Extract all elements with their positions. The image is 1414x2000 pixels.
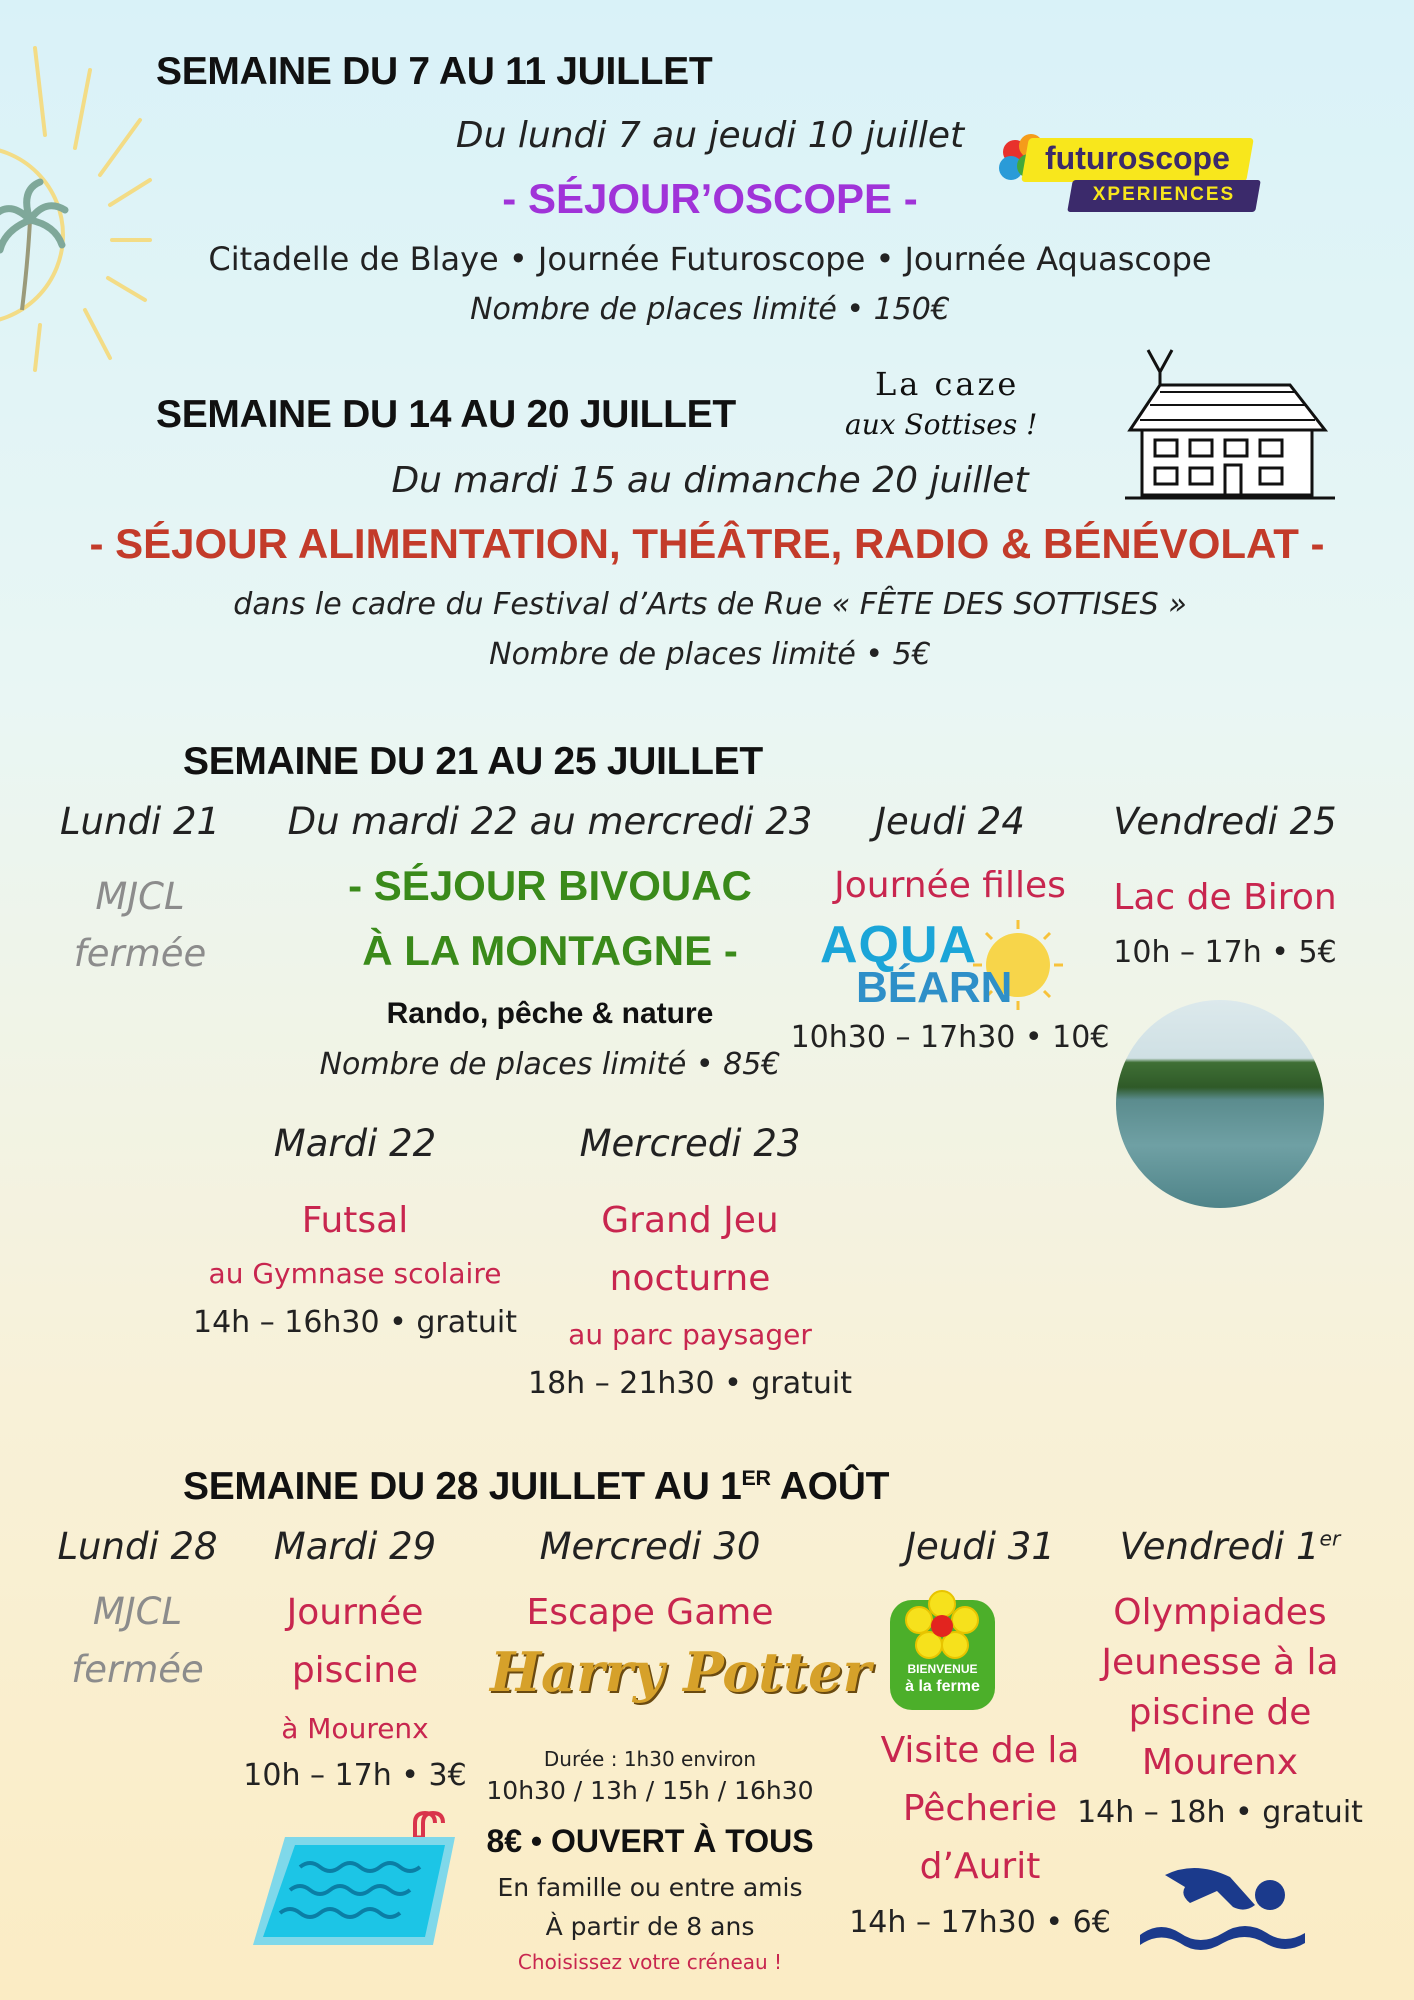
week3-tuesday-info: 14h – 16h30 • gratuit xyxy=(192,1305,518,1340)
aquabearn-logo-top: AQUA xyxy=(820,916,978,974)
futuroscope-logo-text: futuroscope xyxy=(1045,140,1230,176)
bienvenue-ferme-line2: à la ferme xyxy=(905,1678,980,1695)
week4-title: SEMAINE DU 28 JUILLET AU 1ER AOÛT xyxy=(183,1465,890,1508)
week4-thursday-line2: Pêcherie xyxy=(902,1788,1058,1829)
week1-dates: Du lundi 7 au jeudi 10 juillet xyxy=(455,115,965,156)
week3-thursday-event: Journée filles xyxy=(834,865,1066,906)
week4-friday-day: Vendredi 1er xyxy=(1119,1525,1341,1568)
futuroscope-logo xyxy=(995,130,1265,220)
week4-thursday-info: 14h – 17h30 • 6€ xyxy=(849,1905,1111,1940)
week1-title: SEMAINE DU 7 AU 11 JUILLET xyxy=(156,50,713,93)
harry-potter-logo: Harry Potter xyxy=(490,1640,871,1704)
week4-friday-line4: Mourenx xyxy=(1141,1742,1299,1783)
week4-tuesday-place: à Mourenx xyxy=(281,1712,429,1745)
week3-wednesday-event-line1: Grand Jeu xyxy=(601,1200,779,1241)
week3-monday-line1: MJCL xyxy=(95,875,185,918)
week3-friday-day: Vendredi 25 xyxy=(1113,800,1337,843)
lacaze-logo-line1: La caze xyxy=(875,365,1020,403)
week3-tuesday-day: Mardi 22 xyxy=(273,1122,437,1165)
week3-monday-line2: fermée xyxy=(73,932,207,975)
week2-title: SEMAINE DU 14 AU 20 JUILLET xyxy=(156,393,736,436)
week4-wednesday-note: Choisissez votre créneau ! xyxy=(517,1950,783,1974)
week4-wednesday-line2: À partir de 8 ans xyxy=(545,1912,755,1941)
week3-title: SEMAINE DU 21 AU 25 JUILLET xyxy=(183,740,763,783)
week4-tuesday-info: 10h – 17h • 3€ xyxy=(243,1758,467,1793)
swimmer-icon xyxy=(1135,1855,1310,1955)
week3-bivouac-dates: Du mardi 22 au mercredi 23 xyxy=(287,800,813,843)
lacaze-logo xyxy=(845,360,1075,460)
week4-friday-line2: Jeunesse à la xyxy=(1101,1642,1339,1683)
week4-monday-line2: fermée xyxy=(71,1648,204,1691)
lake-photo xyxy=(1116,1000,1324,1208)
week3-friday-info: 10h – 17h • 5€ xyxy=(1113,935,1337,970)
week2-context: dans le cadre du Festival d’Arts de Rue « FÊTE DES SOTTISES » xyxy=(233,587,1187,622)
week3-thursday-info: 10h30 – 17h30 • 10€ xyxy=(790,1020,1110,1055)
week3-bivouac-subtitle: Rando, pêche & nature xyxy=(386,997,714,1030)
week2-event: - SÉJOUR ALIMENTATION, THÉÂTRE, RADIO & BÉNÉVOLAT - xyxy=(89,520,1325,567)
week4-thursday-day: Jeudi 31 xyxy=(905,1525,1055,1568)
week1-event: - SÉJOUR’OSCOPE - xyxy=(502,175,918,222)
week3-wednesday-info: 18h – 21h30 • gratuit xyxy=(527,1366,853,1401)
bienvenue-ferme-line1: BIENVENUE xyxy=(907,1662,978,1676)
week3-bivouac-line1: - SÉJOUR BIVOUAC xyxy=(348,862,752,909)
bienvenue-ferme-logo xyxy=(885,1590,1000,1715)
week4-friday-line1: Olympiades xyxy=(1113,1592,1327,1633)
week3-thursday-day: Jeudi 24 xyxy=(875,800,1025,843)
week3-bivouac-line2: À LA MONTAGNE - xyxy=(362,927,738,974)
week1-program: Citadelle de Blaye • Journée Futuroscope • Journée Aquascope xyxy=(208,240,1212,278)
week4-wednesday-slots: 10h30 / 13h / 15h / 16h30 xyxy=(486,1776,814,1805)
flower-icon xyxy=(905,1590,980,1660)
week1-info: Nombre de places limité • 150€ xyxy=(470,292,950,327)
sun-icon xyxy=(0,40,160,380)
week4-wednesday-line1: En famille ou entre amis xyxy=(497,1873,803,1902)
futuroscope-logo-subtext: XPERIENCES xyxy=(1092,184,1236,205)
week3-monday-day: Lundi 21 xyxy=(59,800,221,843)
pool-icon xyxy=(245,1805,465,1955)
week4-monday-day: Lundi 28 xyxy=(57,1525,218,1568)
week4-tuesday-line1: Journée xyxy=(286,1592,424,1633)
week4-wednesday-day: Mercredi 30 xyxy=(539,1525,761,1568)
week3-friday-event: Lac de Biron xyxy=(1113,877,1337,918)
week3-wednesday-event-line2: nocturne xyxy=(609,1258,771,1299)
aquabearn-logo-bottom: BÉARN xyxy=(856,963,1013,1012)
week2-info: Nombre de places limité • 5€ xyxy=(489,637,931,672)
week3-wednesday-day: Mercredi 23 xyxy=(579,1122,801,1165)
week3-bivouac-info: Nombre de places limité • 85€ xyxy=(319,1047,781,1082)
week4-friday-line3: piscine de xyxy=(1128,1692,1312,1733)
week4-wednesday-event: Escape Game xyxy=(526,1592,774,1633)
week4-friday-info: 14h – 18h • gratuit xyxy=(1077,1795,1363,1830)
week4-wednesday-duration: Durée : 1h30 environ xyxy=(543,1747,757,1771)
week2-dates: Du mardi 15 au dimanche 20 juillet xyxy=(391,460,1029,501)
week4-thursday-line1: Visite de la xyxy=(880,1730,1080,1771)
house-icon xyxy=(1120,340,1340,505)
week3-tuesday-event: Futsal xyxy=(301,1200,409,1241)
week4-wednesday-price: 8€ • OUVERT À TOUS xyxy=(486,1823,814,1859)
week4-monday-line1: MJCL xyxy=(92,1590,183,1633)
week4-thursday-line3: d’Aurit xyxy=(919,1846,1041,1887)
week3-wednesday-place: au parc paysager xyxy=(568,1318,812,1351)
aquabearn-logo xyxy=(818,915,1078,1015)
lacaze-logo-line2: aux Sottises ! xyxy=(845,408,1038,441)
week3-tuesday-place: au Gymnase scolaire xyxy=(208,1257,502,1290)
week4-tuesday-line2: piscine xyxy=(291,1650,419,1691)
week4-tuesday-day: Mardi 29 xyxy=(273,1525,437,1568)
